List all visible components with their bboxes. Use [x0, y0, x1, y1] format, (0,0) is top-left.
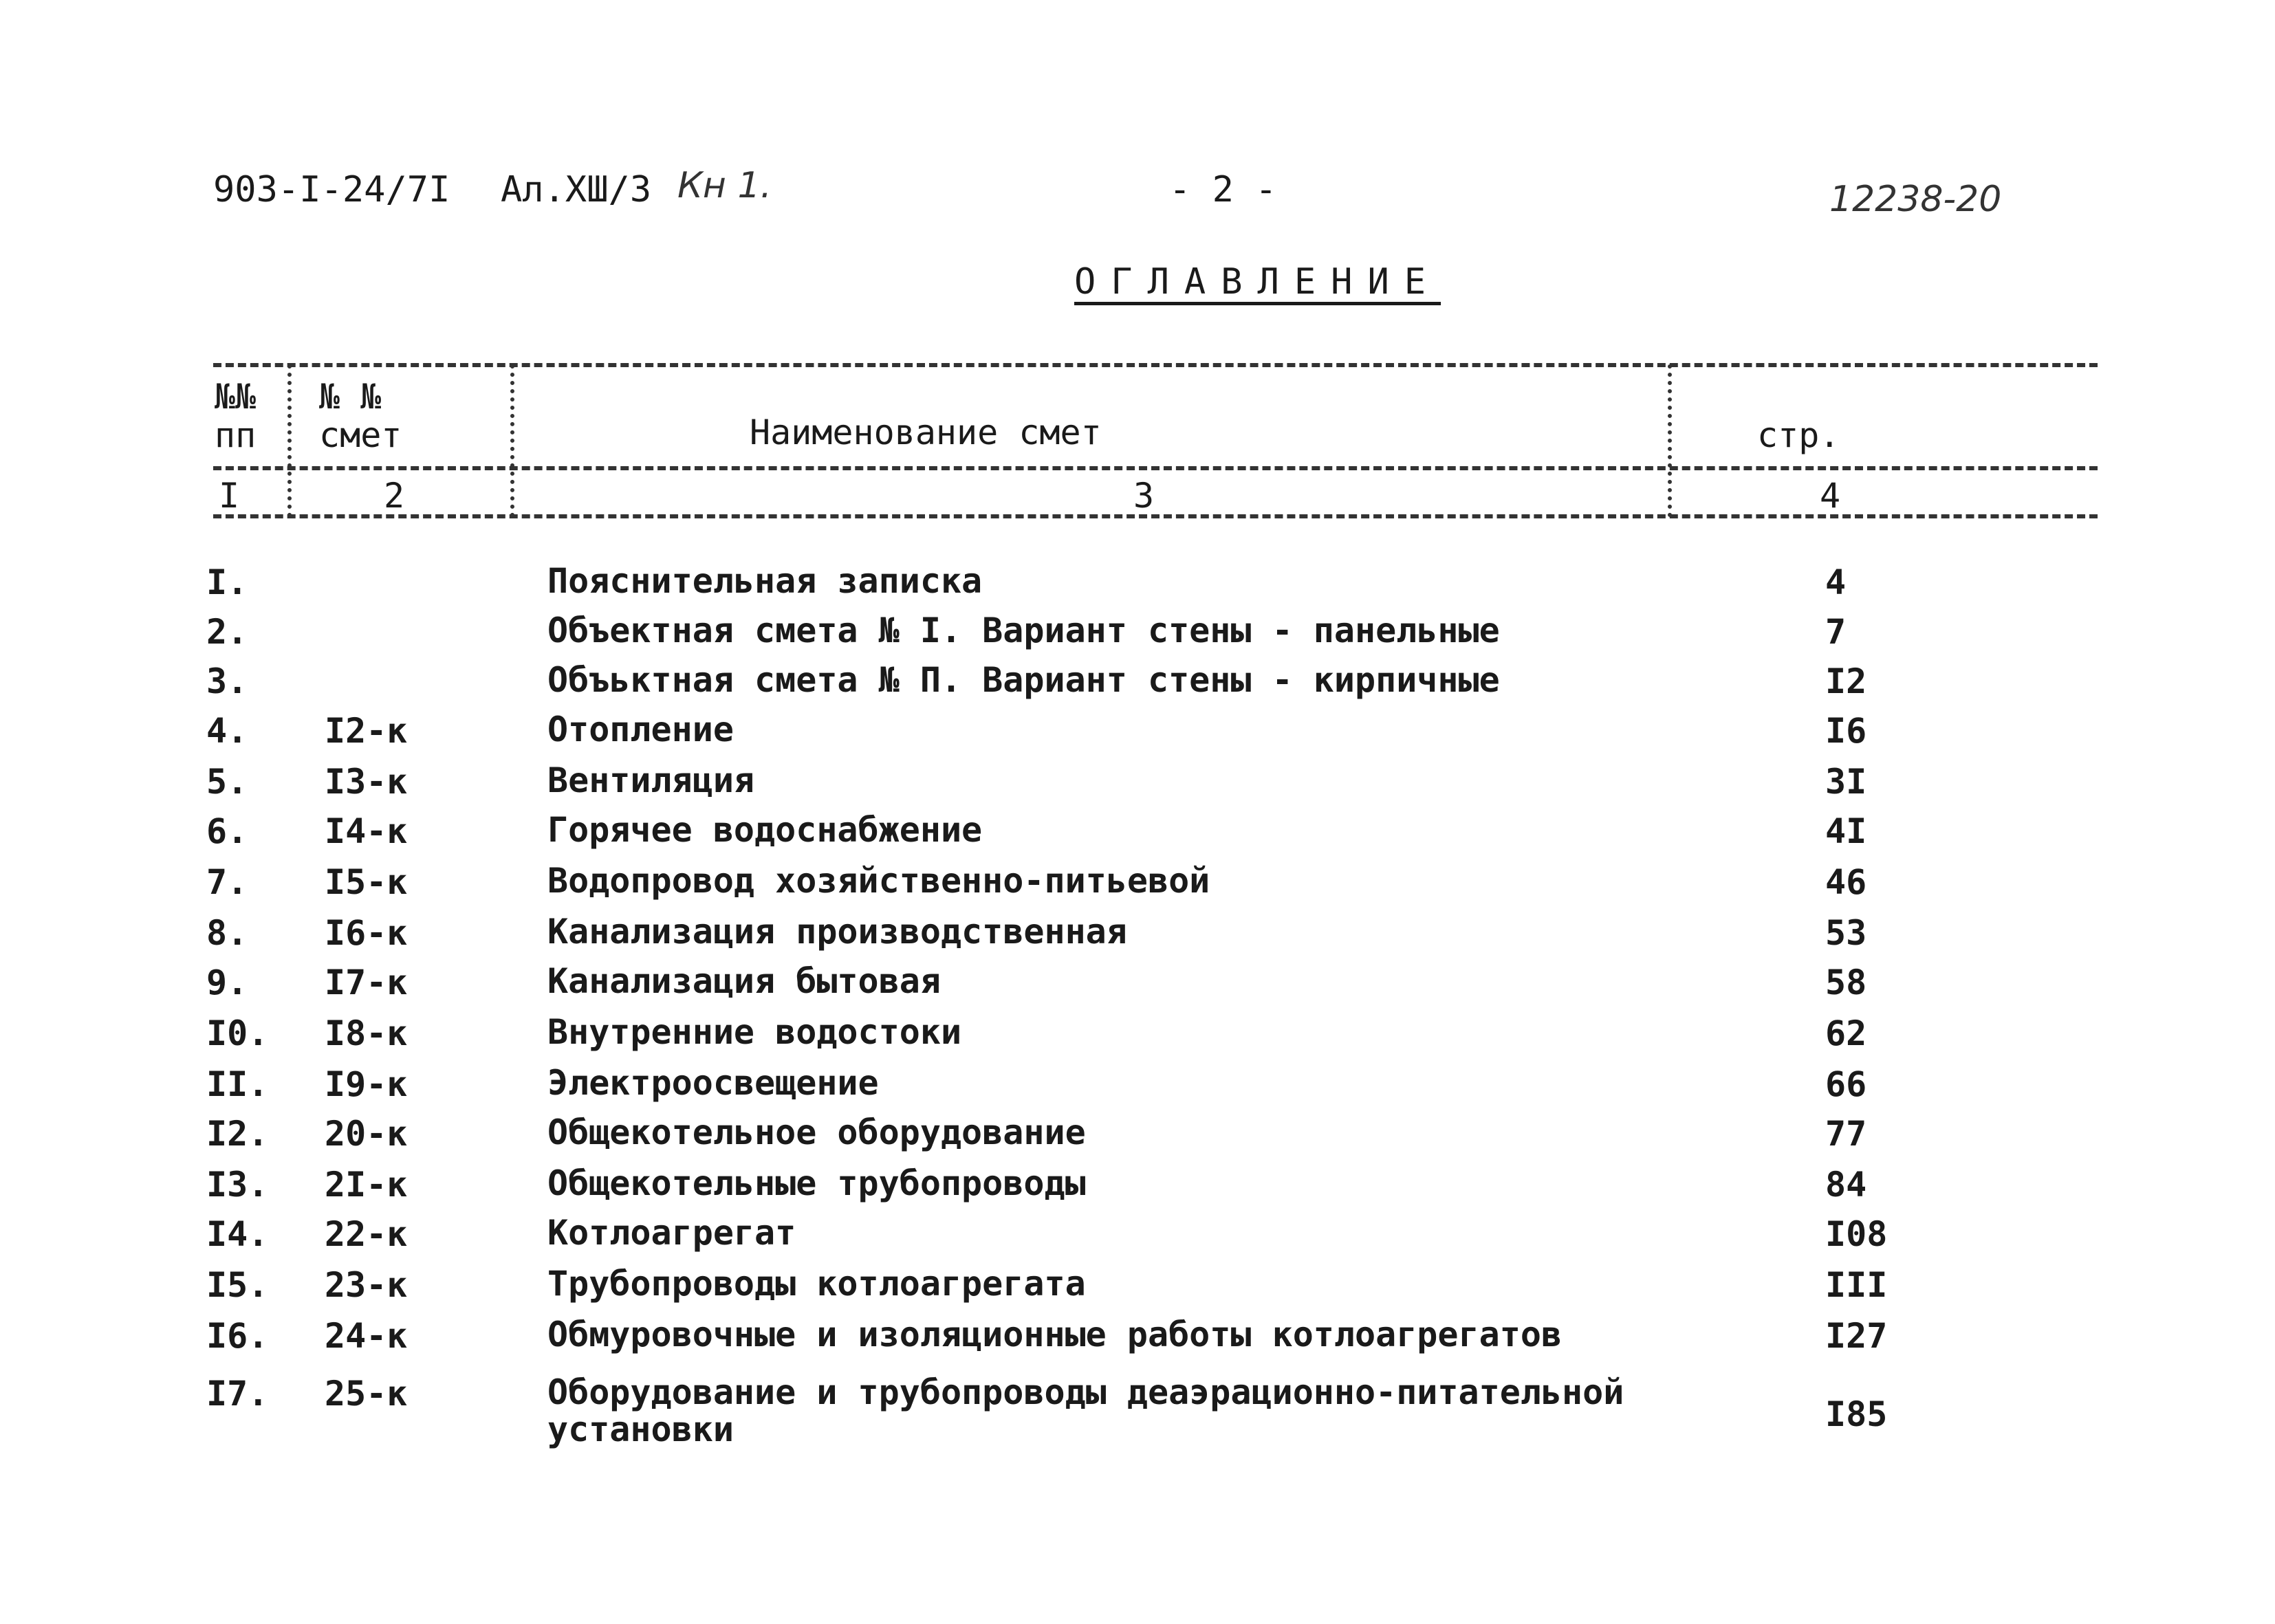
table-header-rule — [213, 466, 2098, 470]
row-page: 77 — [1825, 1114, 1867, 1154]
row-page: I08 — [1825, 1214, 1888, 1254]
row-page: 3I — [1825, 762, 1867, 802]
table-row — [0, 1265, 2275, 1315]
table-row — [0, 711, 2275, 760]
table-row — [0, 562, 2275, 612]
row-name: Канализация производственная — [547, 912, 1127, 952]
row-number: I3. — [206, 1165, 269, 1205]
row-number: I5. — [206, 1265, 269, 1305]
row-name: Вентиляция — [547, 760, 755, 800]
row-name: Обмуровочные и изоляционные работы котлоагрегатов — [547, 1315, 1563, 1354]
row-number: I. — [206, 562, 248, 602]
row-number: 4. — [206, 711, 248, 751]
row-number: 9. — [206, 963, 248, 1002]
row-estimate: I7-к — [325, 963, 408, 1002]
row-estimate: 22-к — [325, 1214, 408, 1254]
row-page: 84 — [1825, 1165, 1867, 1205]
row-page: I27 — [1825, 1316, 1888, 1356]
row-name: Объектная смета № I. Вариант стены - панельные — [547, 611, 1500, 650]
row-estimate: 23-к — [325, 1265, 408, 1305]
row-number: 3. — [206, 661, 248, 701]
table-number-rule — [213, 514, 2098, 518]
row-estimate: I3-к — [325, 762, 408, 802]
row-number: I7. — [206, 1374, 269, 1414]
table-row — [0, 913, 2275, 963]
row-number: I4. — [206, 1214, 269, 1254]
table-row — [0, 1316, 2275, 1365]
row-estimate: I4-к — [325, 811, 408, 851]
row-page: 66 — [1825, 1064, 1867, 1104]
row-estimate: I8-к — [325, 1013, 408, 1053]
column-separator — [287, 364, 292, 517]
row-name: Общекотельные трубопроводы — [547, 1163, 1086, 1203]
row-name: Общекотельное оборудование — [547, 1112, 1086, 1152]
table-row — [0, 963, 2275, 1012]
row-number: I2. — [206, 1114, 269, 1154]
book-number: Кн 1. — [677, 165, 772, 206]
row-name: Оборудование и трубопроводы деаэрационно-питательной установки — [547, 1372, 1624, 1449]
row-name: Горячее водоснабжение — [547, 810, 983, 850]
table-row — [0, 1374, 2275, 1449]
row-page: I2 — [1825, 661, 1867, 701]
row-name: Объьктная смета № П. Вариант стены - кирпичные — [547, 660, 1500, 700]
row-name: Внутренние водостоки — [547, 1012, 962, 1052]
row-page: 46 — [1825, 862, 1867, 902]
table-row — [0, 862, 2275, 912]
archive-number: 12238-20 — [1829, 179, 2002, 220]
row-name: Водопровод хозяйственно-питьевой — [547, 861, 1210, 901]
row-page: 7 — [1825, 612, 1847, 652]
row-page: I6 — [1825, 711, 1867, 751]
col-number-1: I — [219, 476, 240, 516]
row-number: 2. — [206, 612, 248, 652]
row-number: I6. — [206, 1316, 269, 1356]
col-number-4: 4 — [1820, 476, 1841, 516]
page-title: ОГЛАВЛЕНИЕ — [1074, 261, 1441, 303]
row-name: Пояснительная записка — [547, 561, 983, 601]
table-row — [0, 661, 2275, 711]
row-page: 4I — [1825, 811, 1867, 851]
row-estimate: I6-к — [325, 913, 408, 953]
table-row — [0, 1165, 2275, 1214]
table-row — [0, 1064, 2275, 1114]
row-estimate: I2-к — [325, 711, 408, 751]
col-header-page: стр. — [1757, 415, 1840, 455]
table-row — [0, 762, 2275, 811]
col-number-3: 3 — [1133, 476, 1155, 516]
table-top-rule — [213, 363, 2098, 367]
row-page: 53 — [1825, 913, 1867, 953]
col-number-2: 2 — [384, 476, 405, 516]
table-row — [0, 1214, 2275, 1264]
table-row — [0, 1114, 2275, 1163]
row-number: 5. — [206, 762, 248, 802]
table-row — [0, 1013, 2275, 1063]
table-row — [0, 612, 2275, 661]
page-number: - 2 - — [1169, 169, 1277, 210]
row-page: 4 — [1825, 562, 1847, 602]
row-page: 58 — [1825, 963, 1867, 1002]
row-number: II. — [206, 1064, 269, 1104]
table-row — [0, 811, 2275, 861]
row-name: Электроосвещение — [547, 1063, 879, 1103]
row-number: I0. — [206, 1013, 269, 1053]
row-estimate: 2I-к — [325, 1165, 408, 1205]
col-header-num-line1: №№ — [215, 377, 257, 417]
col-header-num-line2: пп — [215, 415, 257, 455]
row-name: Котлоагрегат — [547, 1213, 796, 1253]
row-page: 62 — [1825, 1013, 1867, 1053]
document-code: 903-I-24/7I — [213, 169, 450, 210]
album-number: Ал.ХШ/3 — [501, 169, 652, 210]
row-estimate: I5-к — [325, 862, 408, 902]
row-name: Канализация бытовая — [547, 961, 941, 1001]
row-number: 7. — [206, 862, 248, 902]
col-header-estimate-line2: смет — [319, 415, 402, 455]
col-header-name: Наименование смет — [750, 413, 1102, 452]
row-page: I85 — [1825, 1394, 1888, 1434]
row-number: 6. — [206, 811, 248, 851]
row-estimate: 20-к — [325, 1114, 408, 1154]
row-page: III — [1825, 1265, 1888, 1305]
column-separator — [1668, 364, 1672, 517]
col-header-estimate-line1: № № — [319, 377, 382, 417]
row-name: Отопление — [547, 710, 734, 749]
row-number: 8. — [206, 913, 248, 953]
row-estimate: I9-к — [325, 1064, 408, 1104]
row-estimate: 25-к — [325, 1374, 408, 1414]
row-name: Трубопроводы котлоагрегата — [547, 1264, 1086, 1304]
column-separator — [510, 364, 514, 517]
row-estimate: 24-к — [325, 1316, 408, 1356]
